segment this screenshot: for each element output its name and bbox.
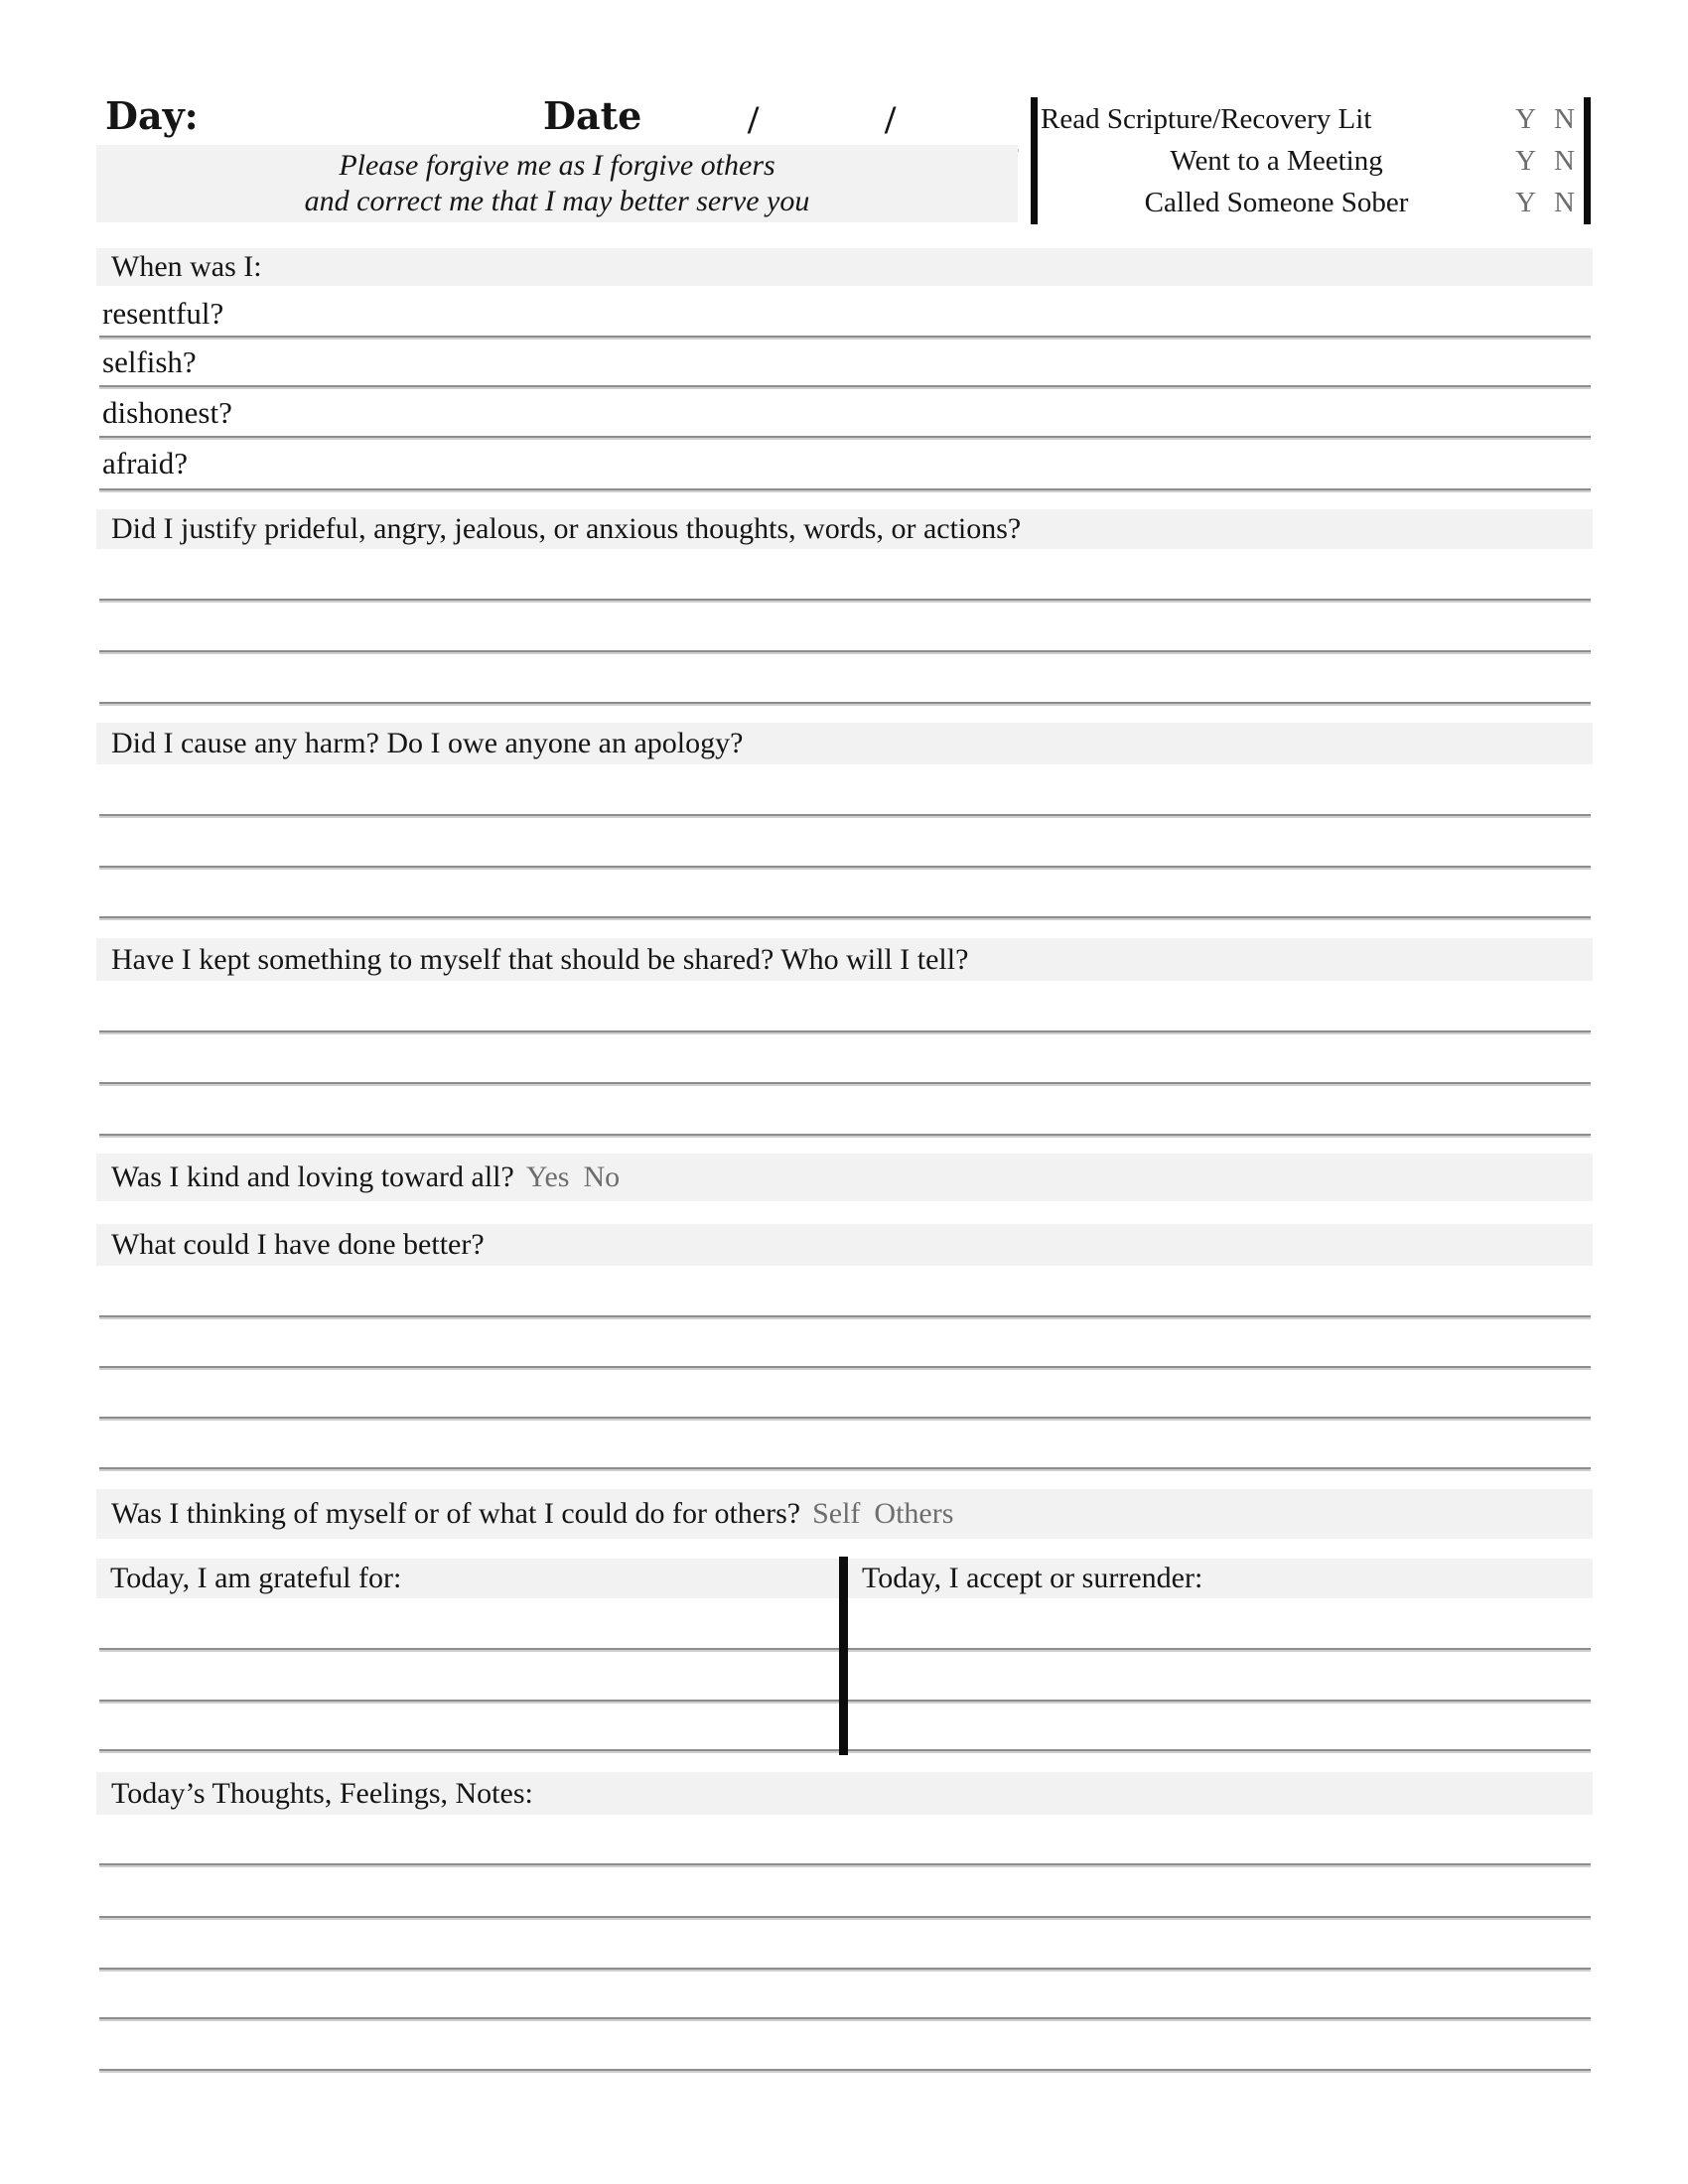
checklist-label: Called Someone Sober xyxy=(1144,186,1409,218)
checklist-yes-option[interactable]: Y xyxy=(1515,102,1537,135)
writing-line[interactable] xyxy=(99,1916,1591,1920)
question-justify: Did I justify prideful, angry, jealous, or anxious thoughts, words, or actions? xyxy=(96,509,1593,549)
writing-line[interactable] xyxy=(99,336,1591,340)
writing-line[interactable] xyxy=(99,866,1591,870)
checklist-yes-option[interactable]: Y xyxy=(1515,186,1537,218)
daily-prayer xyxy=(96,145,1018,222)
writing-line[interactable] xyxy=(99,1467,1591,1471)
date-label: Date xyxy=(543,93,642,138)
question-harm: Did I cause any harm? Do I owe anyone an apology? xyxy=(96,723,1593,764)
writing-line[interactable] xyxy=(99,814,1591,818)
checklist-row-called-sober xyxy=(1038,182,1584,223)
kind-no-option[interactable]: No xyxy=(583,1160,621,1193)
surrender-heading: Today, I accept or surrender: xyxy=(848,1559,1593,1598)
writing-line[interactable] xyxy=(99,702,1591,706)
daily-checklist xyxy=(1031,97,1591,224)
checklist-row-meeting xyxy=(1038,140,1584,182)
writing-line[interactable] xyxy=(99,1082,1591,1086)
question-text: Was I thinking of myself or of what I could do for others? xyxy=(111,1497,801,1530)
checklist-no-option[interactable]: N xyxy=(1554,102,1575,135)
question-text: Was I kind and loving toward all? xyxy=(111,1160,514,1193)
when-was-i-afraid: afraid? xyxy=(102,446,189,480)
notes-heading: Today’s Thoughts, Feelings, Notes: xyxy=(96,1772,1593,1815)
writing-line[interactable] xyxy=(99,599,1591,603)
writing-line[interactable] xyxy=(99,1315,1591,1319)
checklist-label: Went to a Meeting xyxy=(1170,144,1383,177)
kind-yes-option[interactable]: Yes xyxy=(525,1160,570,1193)
question-kept-to-myself: Have I kept something to myself that should be shared? Who will I tell? xyxy=(96,938,1593,981)
checklist-label: Read Scripture/Recovery Lit xyxy=(1041,102,1372,135)
writing-line[interactable] xyxy=(99,1863,1591,1867)
writing-line[interactable] xyxy=(99,1417,1591,1421)
question-thinking-of-self xyxy=(96,1489,1593,1539)
writing-line[interactable] xyxy=(99,2017,1591,2021)
when-was-i-dishonest: dishonest? xyxy=(102,395,232,430)
when-was-i-selfish: selfish? xyxy=(102,344,197,379)
when-was-i-resentful: resentful? xyxy=(102,296,224,331)
date-separator: / xyxy=(748,97,760,142)
writing-line[interactable] xyxy=(99,1968,1591,1972)
prayer-line-1: Please forgive me as I forgive others xyxy=(339,149,775,182)
writing-line[interactable] xyxy=(99,1134,1591,1138)
writing-line[interactable] xyxy=(99,916,1591,920)
checklist-no-option[interactable]: N xyxy=(1554,186,1575,218)
writing-line[interactable] xyxy=(99,436,1591,440)
question-kind-and-loving xyxy=(96,1154,1593,1201)
column-divider xyxy=(839,1557,848,1755)
writing-line[interactable] xyxy=(99,488,1591,492)
grateful-heading: Today, I am grateful for: xyxy=(96,1559,839,1598)
checklist-yes-option[interactable]: Y xyxy=(1515,144,1537,177)
when-was-i-heading: When was I: xyxy=(96,248,1593,286)
writing-line[interactable] xyxy=(99,2069,1591,2073)
date-separator: / xyxy=(885,97,897,142)
prayer-line-2: and correct me that I may better serve you xyxy=(304,185,810,217)
question-done-better: What could I have done better? xyxy=(96,1224,1593,1266)
writing-line[interactable] xyxy=(99,1366,1591,1370)
checklist-row-scripture xyxy=(1038,98,1584,140)
checklist-no-option[interactable]: N xyxy=(1554,144,1575,177)
writing-line[interactable] xyxy=(99,1030,1591,1034)
writing-line[interactable] xyxy=(99,385,1591,389)
writing-line[interactable] xyxy=(99,650,1591,654)
day-label: Day: xyxy=(105,93,199,138)
thinking-self-option[interactable]: Self xyxy=(812,1497,861,1530)
thinking-others-option[interactable]: Others xyxy=(874,1497,954,1530)
